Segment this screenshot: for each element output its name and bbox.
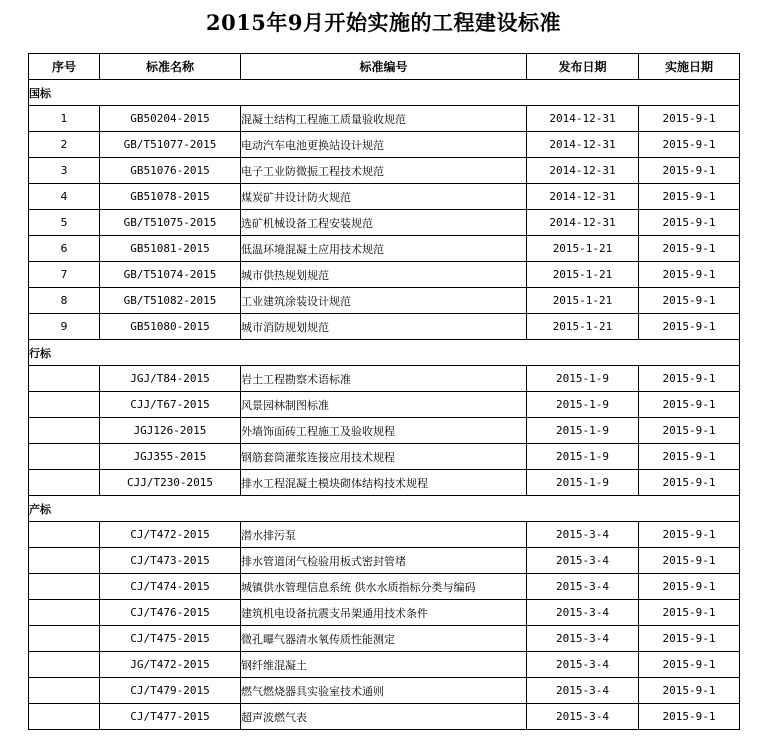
standard-name: 工业建筑涂装设计规范 [241, 288, 527, 314]
table-row [29, 418, 740, 444]
standard-code: GB51078-2015 [100, 184, 241, 210]
standard-name: 电子工业防微振工程技术规范 [241, 158, 527, 184]
header-index: 序号 [29, 54, 100, 80]
standard-code: CJ/T477-2015 [100, 704, 241, 730]
implement-date: 2015-9-1 [639, 548, 740, 574]
standards-table [28, 53, 740, 730]
table-row [29, 392, 740, 418]
table-row [29, 210, 740, 236]
table-row [29, 548, 740, 574]
table-row [29, 444, 740, 470]
implement-date: 2015-9-1 [639, 288, 740, 314]
implement-date: 2015-9-1 [639, 314, 740, 340]
standard-name: 城镇供水管理信息系统 供水水质指标分类与编码 [241, 574, 527, 600]
standard-code: GB/T51075-2015 [100, 210, 241, 236]
publish-date: 2015-1-9 [527, 470, 639, 496]
table-row [29, 652, 740, 678]
publish-date: 2015-3-4 [527, 626, 639, 652]
standard-name: 外墙饰面砖工程施工及验收规程 [241, 418, 527, 444]
standard-name: 排水工程混凝土模块砌体结构技术规程 [241, 470, 527, 496]
row-index [29, 444, 100, 470]
standard-code: CJJ/T230-2015 [100, 470, 241, 496]
standard-name: 混凝土结构工程施工质量验收规范 [241, 106, 527, 132]
table-row [29, 626, 740, 652]
row-index [29, 522, 100, 548]
table-row [29, 704, 740, 730]
publish-date: 2014-12-31 [527, 184, 639, 210]
implement-date: 2015-9-1 [639, 392, 740, 418]
table-row [29, 366, 740, 392]
row-index [29, 418, 100, 444]
table-row [29, 678, 740, 704]
row-index: 2 [29, 132, 100, 158]
publish-date: 2014-12-31 [527, 158, 639, 184]
row-index: 5 [29, 210, 100, 236]
publish-date: 2015-3-4 [527, 600, 639, 626]
publish-date: 2015-3-4 [527, 548, 639, 574]
implement-date: 2015-9-1 [639, 444, 740, 470]
standard-name: 钢筋套筒灌浆连接应用技术规程 [241, 444, 527, 470]
standard-name: 城市供热规划规范 [241, 262, 527, 288]
standard-name: 岩土工程勘察术语标准 [241, 366, 527, 392]
standard-code: JGJ355-2015 [100, 444, 241, 470]
standard-code: GB51080-2015 [100, 314, 241, 340]
header-name: 标准名称 [100, 54, 241, 80]
standard-code: CJ/T472-2015 [100, 522, 241, 548]
row-index [29, 392, 100, 418]
standard-name: 城市消防规划规范 [241, 314, 527, 340]
table-row [29, 132, 740, 158]
row-index: 3 [29, 158, 100, 184]
publish-date: 2015-1-9 [527, 366, 639, 392]
row-index: 7 [29, 262, 100, 288]
header-code: 标准编号 [241, 54, 527, 80]
table-row [29, 314, 740, 340]
implement-date: 2015-9-1 [639, 184, 740, 210]
table-row [29, 262, 740, 288]
publish-date: 2015-1-9 [527, 392, 639, 418]
standard-code: CJ/T474-2015 [100, 574, 241, 600]
standard-code: CJJ/T67-2015 [100, 392, 241, 418]
section-row [29, 340, 740, 366]
publish-date: 2015-1-9 [527, 444, 639, 470]
standard-name: 排水管道闭气检验用板式密封管堵 [241, 548, 527, 574]
standard-code: GB/T51074-2015 [100, 262, 241, 288]
implement-date: 2015-9-1 [639, 236, 740, 262]
standard-name: 电动汽车电池更换站设计规范 [241, 132, 527, 158]
implement-date: 2015-9-1 [639, 626, 740, 652]
table-body [29, 80, 740, 730]
row-index [29, 600, 100, 626]
standard-code: GB/T51077-2015 [100, 132, 241, 158]
standard-name: 煤炭矿井设计防火规范 [241, 184, 527, 210]
implement-date: 2015-9-1 [639, 522, 740, 548]
row-index [29, 704, 100, 730]
standard-code: GB/T51082-2015 [100, 288, 241, 314]
publish-date: 2014-12-31 [527, 106, 639, 132]
standard-name: 燃气燃烧器具实验室技术通则 [241, 678, 527, 704]
table-header-row [29, 54, 740, 80]
row-index [29, 652, 100, 678]
header-publish-date: 发布日期 [527, 54, 639, 80]
implement-date: 2015-9-1 [639, 470, 740, 496]
table-row [29, 288, 740, 314]
row-index [29, 548, 100, 574]
table-row [29, 184, 740, 210]
publish-date: 2015-3-4 [527, 522, 639, 548]
standard-name: 建筑机电设备抗震支吊架通用技术条件 [241, 600, 527, 626]
publish-date: 2015-3-4 [527, 704, 639, 730]
section-label: 产标 [29, 496, 740, 522]
implement-date: 2015-9-1 [639, 652, 740, 678]
standard-code: GB50204-2015 [100, 106, 241, 132]
section-label: 国标 [29, 80, 740, 106]
publish-date: 2015-1-9 [527, 418, 639, 444]
row-index: 4 [29, 184, 100, 210]
row-index: 6 [29, 236, 100, 262]
header-implement-date: 实施日期 [639, 54, 740, 80]
publish-date: 2015-1-21 [527, 236, 639, 262]
standard-code: GB51076-2015 [100, 158, 241, 184]
publish-date: 2015-3-4 [527, 574, 639, 600]
table-row [29, 236, 740, 262]
row-index: 8 [29, 288, 100, 314]
publish-date: 2014-12-31 [527, 210, 639, 236]
publish-date: 2015-1-21 [527, 314, 639, 340]
row-index [29, 678, 100, 704]
implement-date: 2015-9-1 [639, 574, 740, 600]
standard-name: 超声波燃气表 [241, 704, 527, 730]
section-label: 行标 [29, 340, 740, 366]
standard-name: 选矿机械设备工程安装规范 [241, 210, 527, 236]
standard-code: JGJ126-2015 [100, 418, 241, 444]
table-row [29, 522, 740, 548]
standard-name: 低温环境混凝土应用技术规范 [241, 236, 527, 262]
standard-code: CJ/T476-2015 [100, 600, 241, 626]
implement-date: 2015-9-1 [639, 210, 740, 236]
standard-name: 风景园林制图标准 [241, 392, 527, 418]
publish-date: 2015-3-4 [527, 678, 639, 704]
row-index: 1 [29, 106, 100, 132]
implement-date: 2015-9-1 [639, 366, 740, 392]
page-title: 2015年9月开始实施的工程建设标准 [205, 10, 562, 35]
row-index: 9 [29, 314, 100, 340]
table-row [29, 574, 740, 600]
row-index [29, 574, 100, 600]
implement-date: 2015-9-1 [639, 418, 740, 444]
standard-code: CJ/T479-2015 [100, 678, 241, 704]
standard-code: CJ/T473-2015 [100, 548, 241, 574]
section-row [29, 496, 740, 522]
standard-code: CJ/T475-2015 [100, 626, 241, 652]
publish-date: 2014-12-31 [527, 132, 639, 158]
table-row [29, 470, 740, 496]
table-row [29, 600, 740, 626]
implement-date: 2015-9-1 [639, 158, 740, 184]
implement-date: 2015-9-1 [639, 600, 740, 626]
standard-name: 钢纤维混凝土 [241, 652, 527, 678]
standard-code: GB51081-2015 [100, 236, 241, 262]
row-index [29, 366, 100, 392]
publish-date: 2015-3-4 [527, 652, 639, 678]
publish-date: 2015-1-21 [527, 262, 639, 288]
implement-date: 2015-9-1 [639, 106, 740, 132]
row-index [29, 626, 100, 652]
standard-name: 微孔曝气器清水氧传质性能测定 [241, 626, 527, 652]
table-row [29, 158, 740, 184]
implement-date: 2015-9-1 [639, 704, 740, 730]
implement-date: 2015-9-1 [639, 678, 740, 704]
standard-code: JGJ/T84-2015 [100, 366, 241, 392]
publish-date: 2015-1-21 [527, 288, 639, 314]
row-index [29, 470, 100, 496]
implement-date: 2015-9-1 [639, 262, 740, 288]
standard-name: 潜水排污泵 [241, 522, 527, 548]
table-row [29, 106, 740, 132]
standard-code: JG/T472-2015 [100, 652, 241, 678]
implement-date: 2015-9-1 [639, 132, 740, 158]
section-row [29, 80, 740, 106]
